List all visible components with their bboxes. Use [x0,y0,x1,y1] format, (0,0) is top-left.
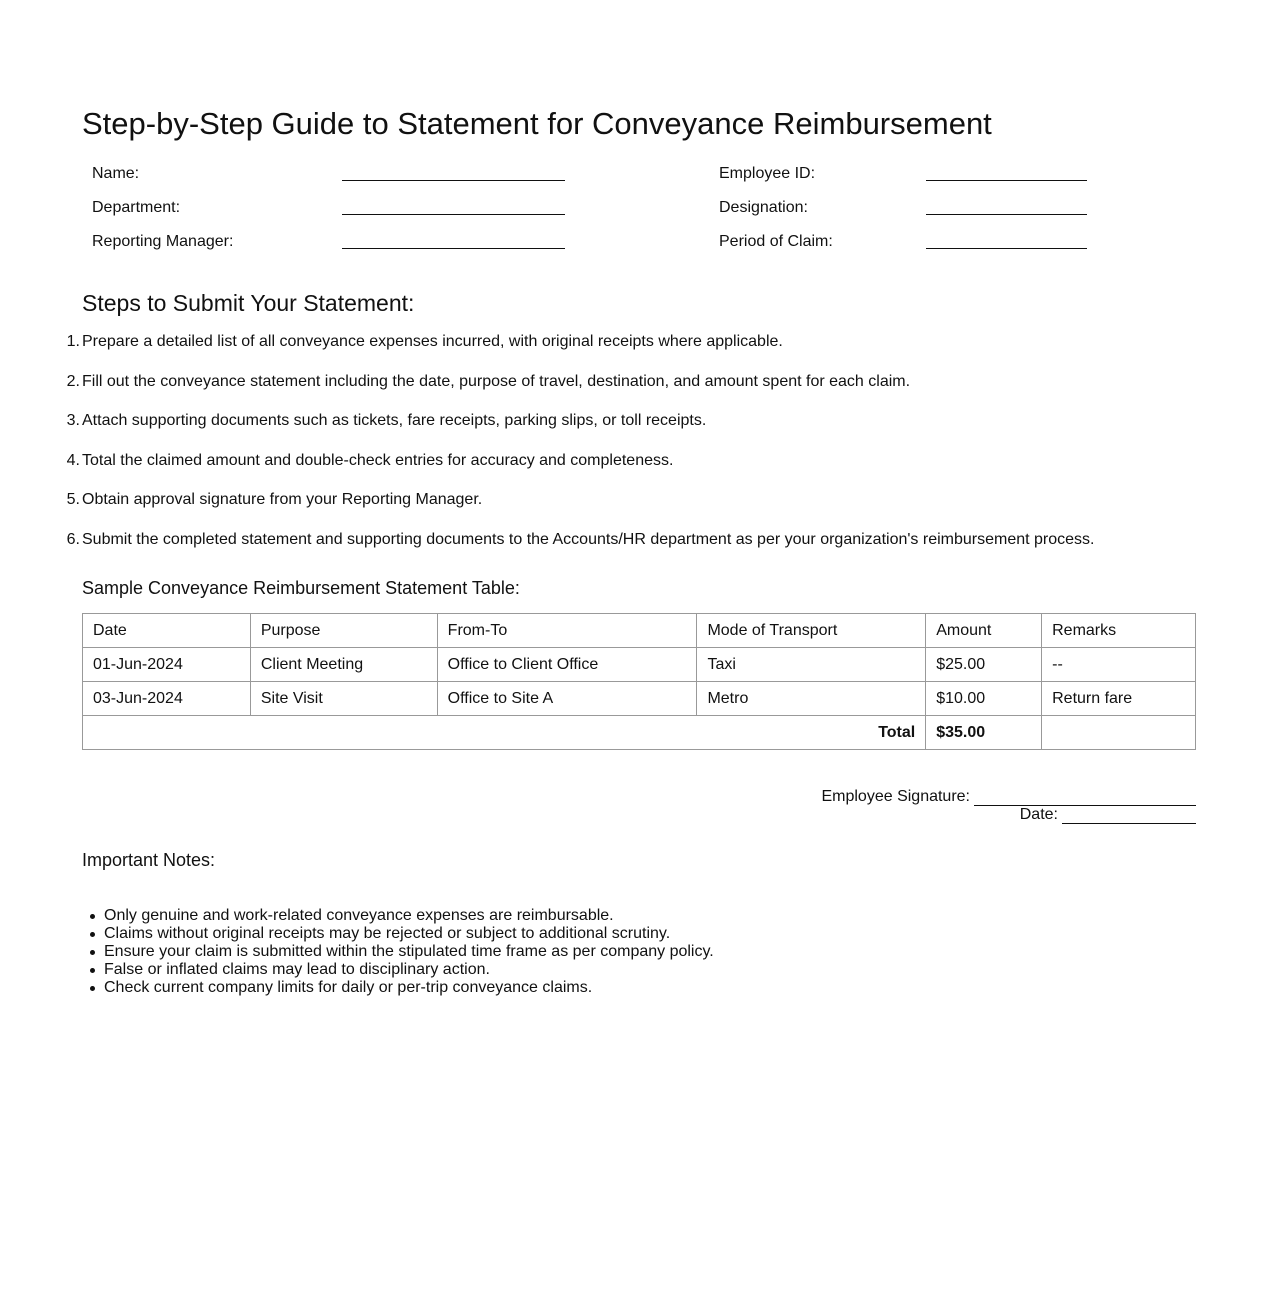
cell-purpose: Client Meeting [250,648,437,682]
cell-remarks: -- [1042,648,1196,682]
reimbursement-table [82,613,1196,750]
total-value: $35.00 [926,716,1042,750]
employee-signature-line [974,791,1196,806]
employee-signature-row [696,788,1196,806]
date-row [696,806,1196,824]
note-item: Claims without original receipts may be rejected or subject to additional scrutiny. [104,925,714,943]
cell-mode: Metro [697,682,926,716]
reporting-manager-label: Reporting Manager: [92,233,234,250]
employee-info-grid [82,160,1196,262]
step-text: Prepare a detailed list of all conveyance expenses incurred, with original receipts where applicable. [82,333,783,350]
employee-id-field-line [926,180,1087,181]
column-header-mode: Mode of Transport [697,614,926,648]
period-of-claim-field-line [926,248,1087,249]
step-text: Submit the completed statement and supporting documents to the Accounts/HR department as per your organization's reimbursement process. [82,530,1095,548]
cell-date: 01-Jun-2024 [83,648,251,682]
step-number: 1. [66,333,80,350]
total-remarks-cell [1042,716,1196,750]
cell-from-to: Office to Client Office [437,648,697,682]
designation-field-line [926,214,1087,215]
step-text: Obtain approval signature from your Reporting Manager. [82,491,483,509]
note-item: Only genuine and work-related conveyance expenses are reimbursable. [104,907,714,925]
date-line [1062,809,1196,824]
date-label: Date: [1019,806,1058,823]
cell-from-to: Office to Site A [437,682,697,716]
name-label: Name: [92,165,140,182]
step-text: Fill out the conveyance statement including the date, purpose of travel, destination, and amount spent for each claim. [82,372,911,390]
step-number: 2. [66,372,80,390]
column-header-purpose: Purpose [250,614,437,648]
step-item [66,451,1222,492]
column-header-remarks: Remarks [1042,614,1196,648]
period-of-claim-label: Period of Claim: [719,233,833,250]
steps-list [66,333,1222,571]
info-row [82,228,1196,262]
info-row [82,194,1196,228]
total-label: Total [83,716,926,750]
column-header-date: Date [83,614,251,648]
step-item [66,530,1222,571]
cell-remarks: Return fare [1042,682,1196,716]
step-item [66,491,1222,531]
employee-id-label: Employee ID: [719,165,816,182]
table-heading: Sample Conveyance Reimbursement Statement Table: [82,578,520,598]
table-header-row [83,614,1196,648]
step-text: Total the claimed amount and double-check entries for accuracy and completeness. [82,451,674,469]
table-total-row [83,716,1196,750]
department-field-line [342,214,565,215]
step-number: 5. [66,491,80,509]
step-number: 3. [66,412,80,430]
cell-date: 03-Jun-2024 [83,682,251,716]
notes-heading: Important Notes: [82,850,216,870]
cell-amount: $25.00 [926,648,1042,682]
cell-amount: $10.00 [926,682,1042,716]
step-item [66,412,1222,452]
reporting-manager-field-line [342,248,565,249]
step-item [66,333,1222,373]
note-item: Check current company limits for daily or per-trip conveyance claims. [104,979,714,997]
notes-list [82,907,714,997]
table-row [83,648,1196,682]
info-row [82,160,1196,194]
cell-mode: Taxi [697,648,926,682]
department-label: Department: [92,199,181,216]
designation-label: Designation: [719,199,808,216]
cell-purpose: Site Visit [250,682,437,716]
table-row [83,682,1196,716]
employee-signature-label: Employee Signature: [821,788,970,805]
note-item: False or inflated claims may lead to disciplinary action. [104,961,714,979]
step-number: 4. [66,451,80,469]
name-field-line [342,180,565,181]
note-item: Ensure your claim is submitted within the stipulated time frame as per company policy. [104,943,714,960]
signature-block [696,788,1196,824]
steps-heading: Steps to Submit Your Statement: [82,290,415,316]
column-header-from-to: From-To [437,614,697,648]
step-number: 6. [66,530,80,548]
step-text: Attach supporting documents such as tickets, fare receipts, parking slips, or toll receipts. [82,412,707,430]
step-item [66,372,1222,413]
page-title: Step-by-Step Guide to Statement for Conveyance Reimbursement [82,106,992,141]
column-header-amount: Amount [926,614,1042,648]
